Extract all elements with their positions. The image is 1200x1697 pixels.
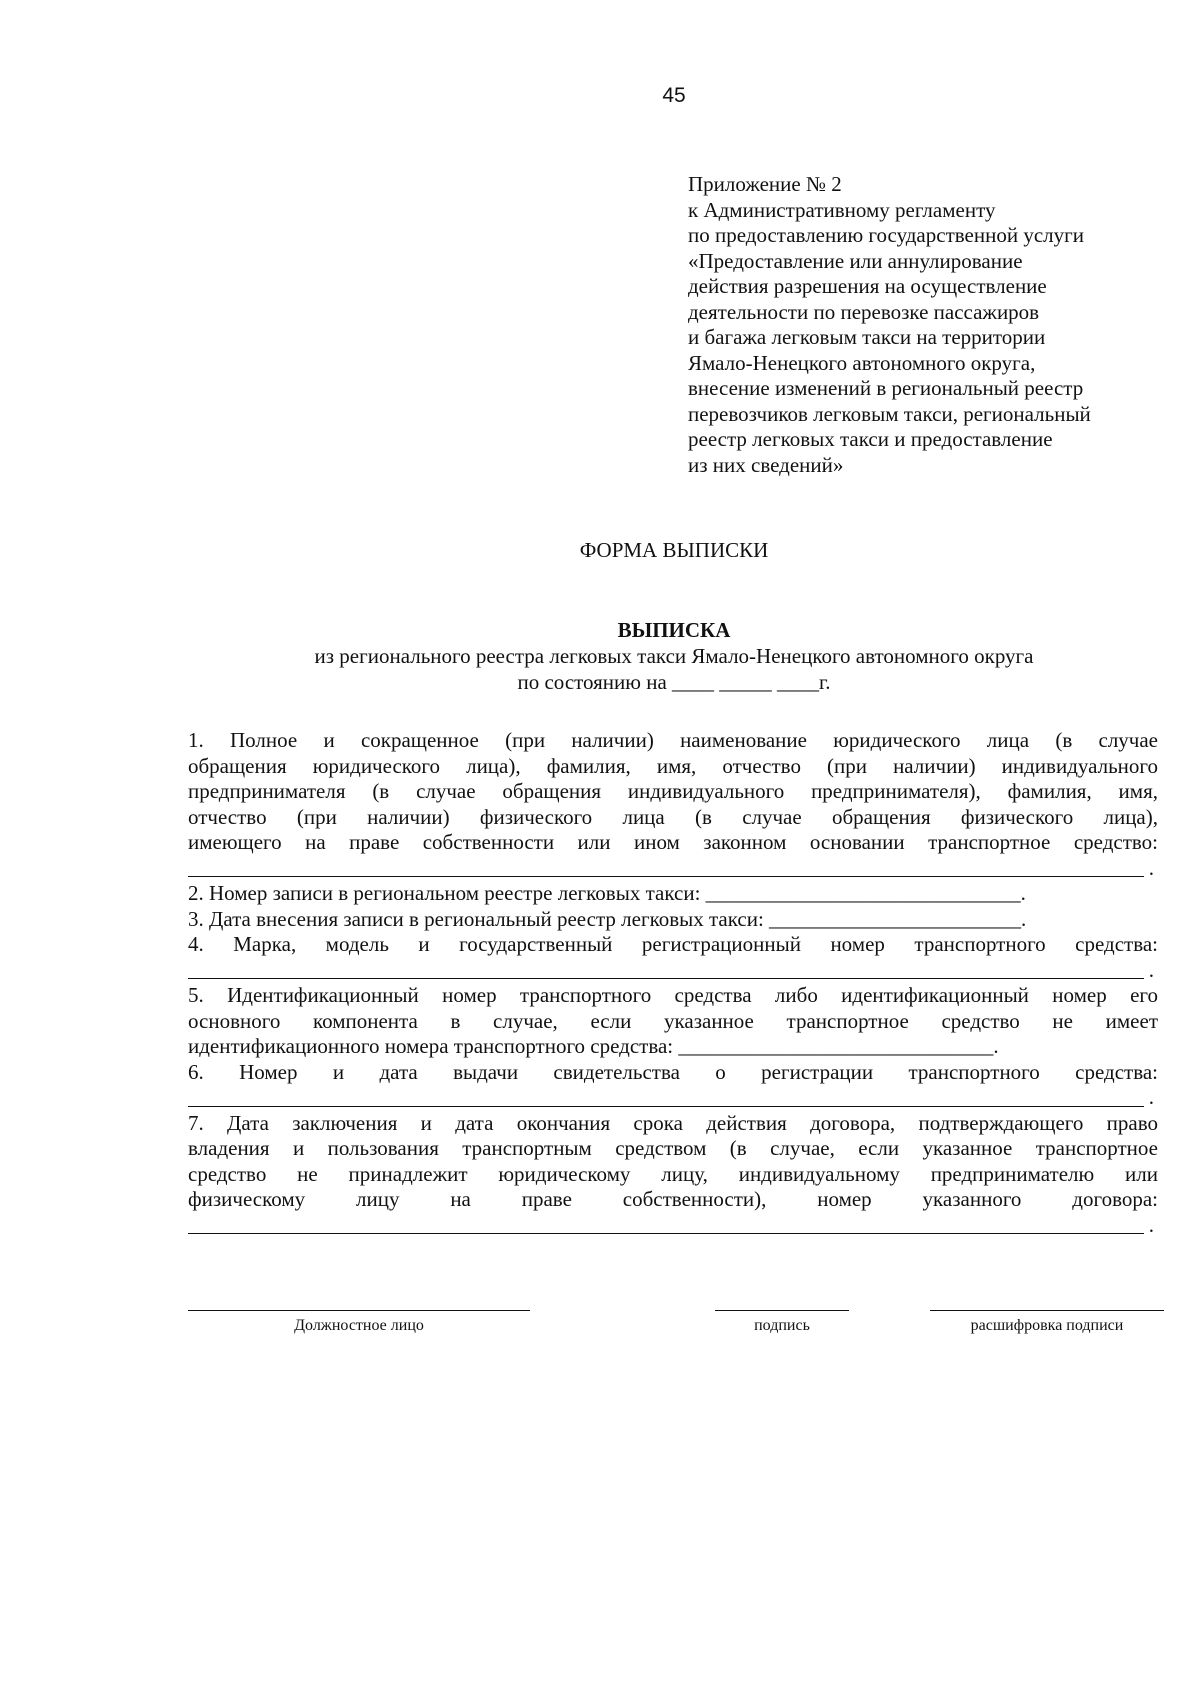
item-7-line: физическому лицу на праве собственности), номер указанного договора: [188,1187,1158,1211]
item-3-line: 3. Дата внесения записи в региональный реестр легковых такси: ________________________. [188,906,1027,931]
appendix-line: деятельности по перевозке пассажиров [688,299,1040,324]
end-dot: . [1148,1212,1154,1237]
item-5-line: 5. Идентификационный номер транспортного средства либо идентификационный номер его [188,983,1158,1007]
appendix-line: к Административному регламенту [688,197,996,222]
decoding-rule[interactable] [930,1310,1164,1317]
official-label: Должностное лицо [294,1317,424,1334]
item-7-line: владения и пользования транспортным средством (в случае, если указанное транспортное [188,1136,1158,1160]
document-date-line: по состоянию на ____ _____ ____г. [517,670,831,694]
end-dot: . [1148,957,1154,982]
item-2-line: 2. Номер записи в региональном реестре легковых такси: ______________________________. [188,881,1026,905]
appendix-line: внесение изменений в региональный реестр [688,376,1084,400]
appendix-line: реестр легковых такси и предоставление [688,427,1053,451]
appendix-line: из них сведений» [688,452,844,477]
official-signature-rule[interactable] [188,1310,530,1317]
decoding-label: расшифровка подписи [970,1317,1124,1334]
blank-rule [188,978,1144,979]
item-7-line: 7. Дата заключения и дата окончания срока действия договора, подтверждающего право [188,1110,1158,1135]
end-dot: . [1148,855,1154,880]
appendix-line: Приложение № 2 [688,172,842,196]
item-6-blank-field[interactable] [188,1085,1158,1111]
official-signature-block [188,1310,530,1335]
item-1-line: имеющего на праве собственности или ином законном основании транспортное средство: [188,830,1158,854]
appendix-line: Ямало-Ненецкого автономного округа, [688,350,1036,375]
blank-rule [188,1233,1144,1234]
signature-label: подпись [754,1317,810,1334]
appendix-line: и багажа легковым такси на территории [688,325,1046,349]
form-body [188,728,1158,1238]
page-number: 45 [662,84,686,107]
item-4-line: 4. Марка, модель и государственный регистрационный номер транспортного средства: [188,932,1158,956]
appendix-line: по предоставлению государственной услуги [688,223,1084,247]
appendix-header [688,172,1188,478]
item-1-line: 1. Полное и сокращенное (при наличии) наименование юридического лица (в случае [188,728,1158,752]
appendix-line: «Предоставление или аннулирование [688,248,1023,273]
decoding-block [930,1310,1164,1335]
item-1-blank-field[interactable] [188,856,1158,882]
form-title: ФОРМА ВЫПИСКИ [579,538,769,562]
item-1-line: отчество (при наличии) физического лица (в случае обращения физического лица), [188,804,1158,829]
appendix-line: действия разрешения на осуществление [688,274,1047,298]
signature-block [715,1310,849,1335]
appendix-line: перевозчиков легковым такси, региональный [688,401,1091,426]
item-7-line: средство не принадлежит юридическому лицу, индивидуальному предпринимателю или [188,1161,1158,1186]
item-1-line: обращения юридического лица), фамилия, имя, отчество (при наличии) индивидуального [188,753,1158,778]
item-1-line: предпринимателя (в случае обращения индивидуального предпринимателя), фамилия, имя, [188,779,1158,803]
document-subtitle: из регионального реестра легковых такси Ямало-Ненецкого автономного округа [314,644,1034,668]
blank-rule [188,876,1144,877]
blank-rule [188,1106,1144,1107]
item-4-blank-field[interactable] [188,958,1158,984]
item-5-line: основного компонента в случае, если указанное транспортное средство не имеет [188,1008,1158,1033]
item-5-line: идентификационного номера транспортного средства: ______________________________. [188,1034,999,1058]
end-dot: . [1148,1085,1154,1109]
signature-rule[interactable] [715,1310,849,1317]
document-title: ВЫПИСКА [617,618,731,642]
item-6-line: 6. Номер и дата выдачи свидетельства о регистрации транспортного средства: [188,1059,1158,1084]
item-7-blank-field[interactable] [188,1213,1158,1239]
